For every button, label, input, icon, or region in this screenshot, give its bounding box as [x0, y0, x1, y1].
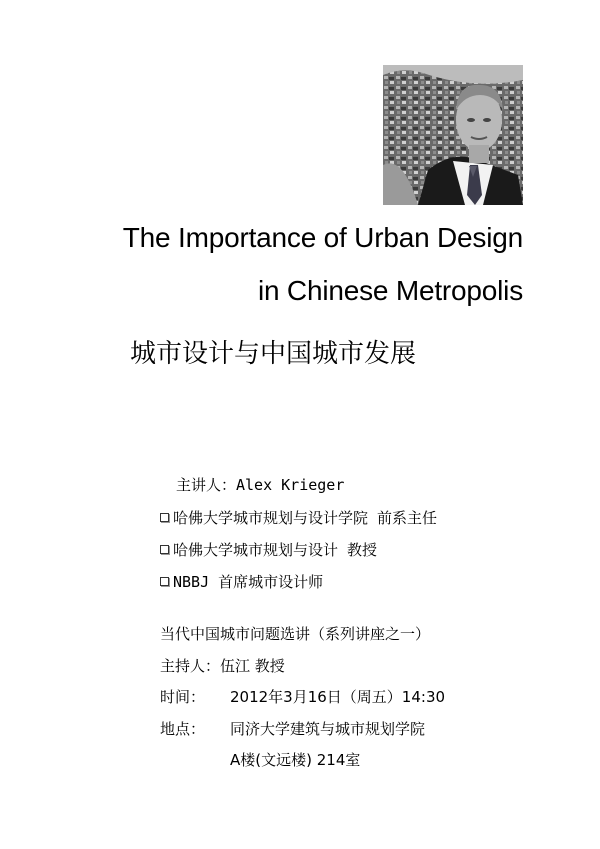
square-bullet-icon — [160, 545, 169, 554]
lecture-series: 当代中国城市问题选讲（系列讲座之一） — [160, 625, 431, 643]
place-value: 同济大学建筑与城市规划学院 — [230, 720, 426, 738]
square-bullet-icon — [160, 513, 169, 522]
speaker-photo — [383, 65, 523, 205]
room-value: A楼(文远楼) 214室 — [230, 751, 361, 769]
host: 主持人：伍江 教授 — [160, 657, 285, 675]
credential-item — [160, 507, 437, 528]
title-english-line1: The Importance of Urban Design — [122, 222, 523, 253]
time-value: 2012年3月16日（周五）14:30 — [230, 688, 446, 706]
credential-text: 哈佛大学城市规划与设计学院 前系主任 — [173, 509, 438, 527]
credential-text: NBBJ 首席城市设计师 — [173, 573, 324, 591]
credential-item — [160, 539, 377, 560]
credential-text: 哈佛大学城市规划与设计 教授 — [173, 541, 378, 559]
speaker-name: 主讲人：Alex Krieger — [176, 476, 345, 494]
square-bullet-icon — [160, 577, 169, 586]
credential-item — [160, 571, 323, 592]
title-chinese: 城市设计与中国城市发展 — [130, 339, 417, 369]
place-label: 地点： — [160, 720, 206, 738]
title-english-line2: in Chinese Metropolis — [257, 275, 523, 306]
time-label: 时间： — [160, 688, 206, 706]
